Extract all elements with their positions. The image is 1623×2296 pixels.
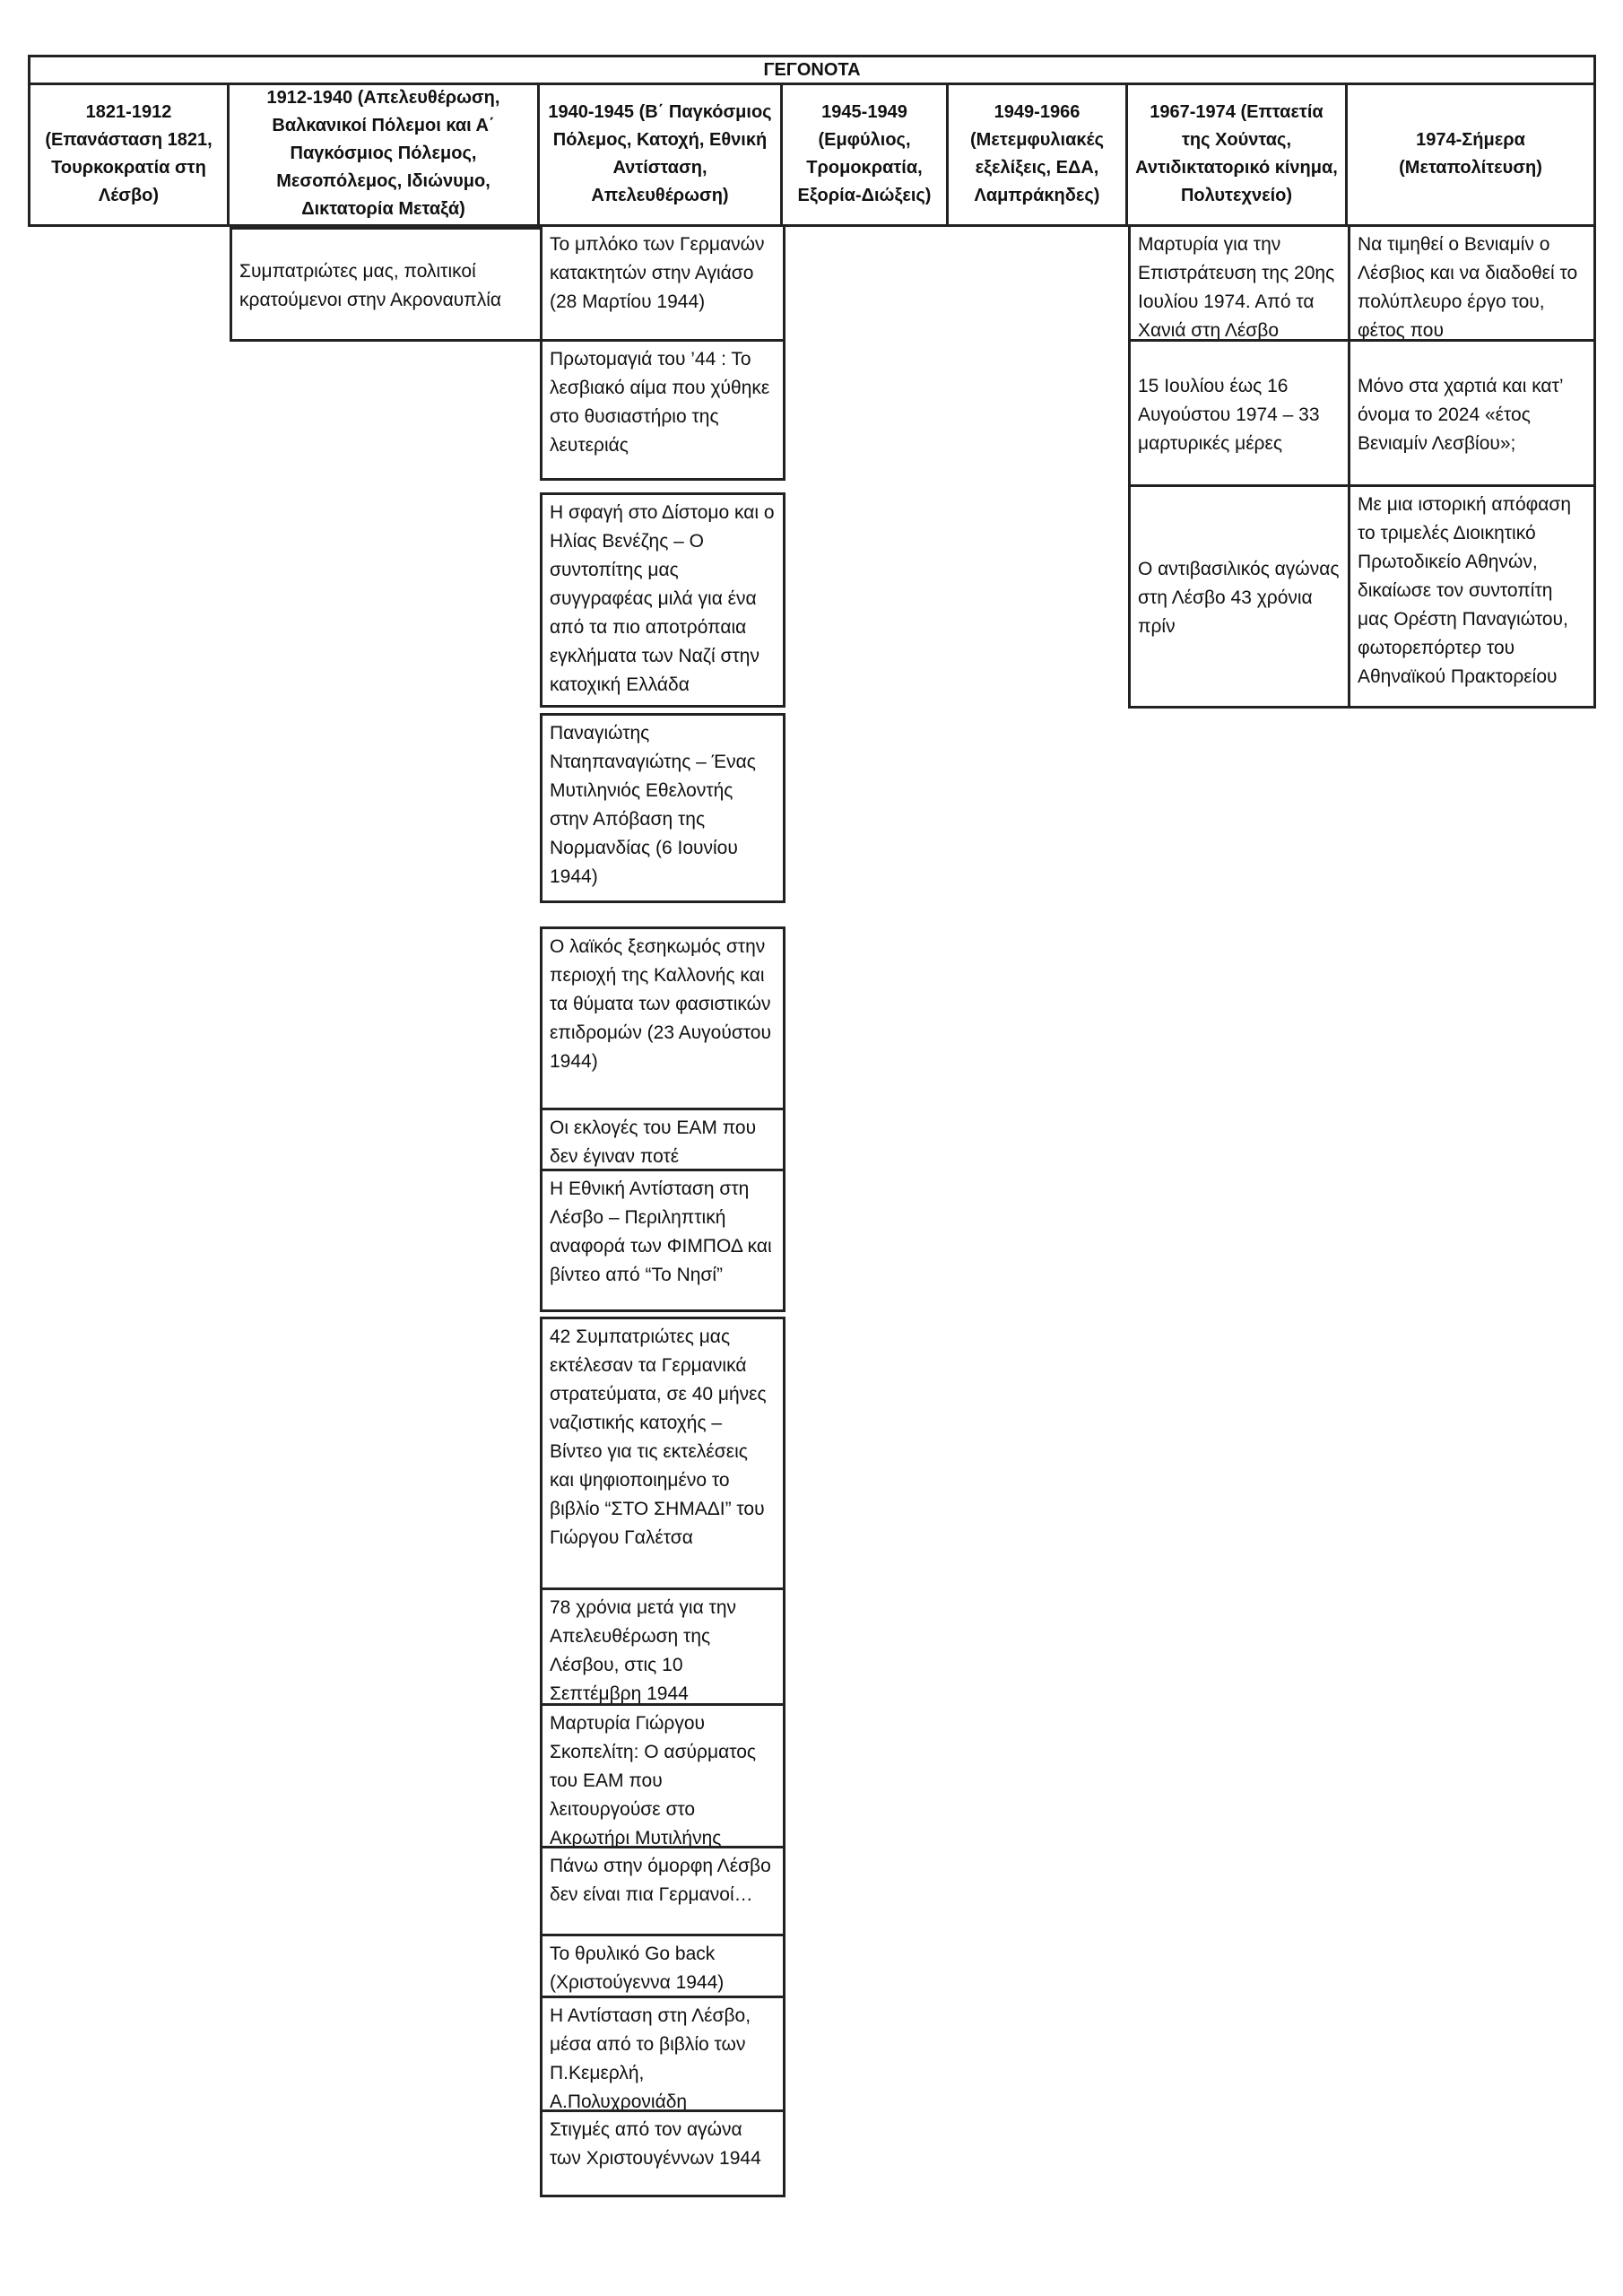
cell-text: Οι εκλογές του ΕΑΜ που δεν έγιναν ποτέ xyxy=(550,1118,757,1167)
cell-text: Συμπατριώτες μας, πολιτικοί κρατούμενοι στην Ακροναυπλία xyxy=(239,261,502,310)
cell-text: Στιγμές από τον αγώνα των Χριστουγέννων 1944 xyxy=(550,2119,761,2169)
table-cell-link[interactable] xyxy=(540,339,785,481)
table-cell-link[interactable] xyxy=(540,224,785,342)
table-cell-link[interactable] xyxy=(230,227,542,342)
cell-text: Με μια ιστορική απόφαση το τριμελές Διοικητικό Πρωτοδικείο Αθηνών, δικαίωσε τον συντοπίτη μας Ορέστη Παναγιώτου, φωτορεπόρτερ του Αθηναϊκού Πρακτορείου xyxy=(1358,494,1572,687)
table-cell-link[interactable] xyxy=(1128,484,1350,709)
table-cell-link[interactable] xyxy=(540,1108,785,1171)
column-header-1945-1949: 1945-1949 (Εμφύλιος, Τρομοκρατία, Εξορία-Διώξεις) xyxy=(783,83,949,227)
column-header-1912-1940: 1912-1940 (Απελευθέρωση, Βαλκανικοί Πόλεμοι και Α΄ Παγκόσμιος Πόλεμος, Μεσοπόλεμος, Ιδιώνυμο, Δικτατορία Μεταξά) xyxy=(230,83,540,227)
table-cell-link[interactable] xyxy=(1348,339,1596,487)
cell-text: Η Εθνική Αντίσταση στη Λέσβο – Περιληπτική αναφορά των ΦΙΜΠΟΔ και βίντεο από “Το Νησί” xyxy=(550,1178,772,1285)
cell-text: Η σφαγή στο Δίστομο και ο Ηλίας Βενέζης – Ο συντοπίτης μας συγγραφέας μιλά για ένα από τα πιο αποτρόπαια εγκλήματα των Ναζί στην κατοχική Ελλάδα xyxy=(550,502,775,695)
table-cell-link[interactable] xyxy=(540,1587,785,1706)
cell-text: Πάνω στην όμορφη Λέσβο δεν είναι πια Γερμανοί… xyxy=(550,1856,771,1905)
table-cell-link[interactable] xyxy=(1348,484,1596,709)
table-cell-link[interactable] xyxy=(1128,224,1350,342)
cell-text: Το θρυλικό Go back (Χριστούγεννα 1944) xyxy=(550,1944,725,1993)
table-cell-link[interactable] xyxy=(540,492,785,708)
cell-text: Η Αντίσταση στη Λέσβο, μέσα από το βιβλίο των Π.Κεμερλή, Α.Πολυχρονιάδη xyxy=(550,2005,751,2112)
table-cell-link[interactable] xyxy=(540,1846,785,1936)
table-cell-link[interactable] xyxy=(540,1934,785,1998)
cell-text: Πρωτομαγιά του ’44 : Το λεσβιακό αίμα που χύθηκε στο θυσιαστήριο της λευτεριάς xyxy=(550,349,770,456)
table-cell-link[interactable] xyxy=(540,2109,785,2197)
table-cell-link[interactable] xyxy=(1128,339,1350,487)
column-header-1949-1966: 1949-1966 (Μετεμφυλιακές εξελίξεις, ΕΔΑ, Λαμπράκηδες) xyxy=(949,83,1128,227)
cell-text: Ο αντιβασιλικός αγώνας στη Λέσβο 43 χρόνια πρίν xyxy=(1138,559,1340,637)
column-header-1821-1912: 1821-1912 (Επανάσταση 1821, Τουρκοκρατία στη Λέσβο) xyxy=(28,83,230,227)
table-cell-link[interactable] xyxy=(540,713,785,903)
column-header-1967-1974: 1967-1974 (Επταετία της Χούντας, Αντιδικτατορικό κίνημα, Πολυτεχνείο) xyxy=(1128,83,1348,227)
cell-text: 42 Συμπατριώτες μας εκτέλεσαν τα Γερμανικά στρατεύματα, σε 40 μήνες ναζιστικής κατοχής – Βίντεο για τις εκτελέσεις και ψηφιοποιημένο το βιβλίο “ΣΤΟ ΣΗΜΑΔΙ” του Γιώργου Γαλέτσα xyxy=(550,1326,767,1548)
cell-text: Να τιμηθεί ο Βενιαμίν ο Λέσβιος και να διαδοθεί το πολύπλευρο έργο του, φέτος που xyxy=(1358,234,1578,341)
cell-text: Ο λαϊκός ξεσηκωμός στην περιοχή της Καλλονής και τα θύματα των φασιστικών επιδρομών (23 Αυγούστου 1944) xyxy=(550,936,771,1072)
table-cell-link[interactable] xyxy=(540,1996,785,2112)
table-cell-link[interactable] xyxy=(1348,224,1596,342)
table-cell-link[interactable] xyxy=(540,1169,785,1312)
table-cell-link[interactable] xyxy=(540,1317,785,1590)
column-header-1940-1945: 1940-1945 (Β΄ Παγκόσμιος Πόλεμος, Κατοχή, Εθνική Αντίσταση, Απελευθέρωση) xyxy=(540,83,783,227)
column-header-1974-today: 1974-Σήμερα (Μεταπολίτευση) xyxy=(1348,83,1596,227)
cell-text: 78 χρόνια μετά για την Απελευθέρωση της Λέσβου, στις 10 Σεπτέμβρη 1944 xyxy=(550,1597,737,1704)
cell-text: Το μπλόκο των Γερμανών κατακτητών στην Αγιάσο (28 Μαρτίου 1944) xyxy=(550,234,765,312)
table-cell-link[interactable] xyxy=(540,926,785,1110)
cell-text: Μαρτυρία Γιώργου Σκοπελίτη: Ο ασύρματος του ΕΑΜ που λειτουργούσε στο Ακρωτήρι Μυτιλήνης xyxy=(550,1713,757,1848)
cell-text: Μόνο στα χαρτιά και κατ’ όνομα το 2024 «έτος Βενιαμίν Λεσβίου»; xyxy=(1358,375,1563,454)
table-cell-link[interactable] xyxy=(540,1703,785,1848)
cell-text: Παναγιώτης Νταηπαναγιώτης – Ένας Μυτιληνιός Εθελοντής στην Απόβαση της Νορμανδίας (6 Ιουνίου 1944) xyxy=(550,723,756,887)
cell-text: Μαρτυρία για την Επιστράτευση της 20ης Ιουλίου 1974. Από τα Χανιά στη Λέσβο xyxy=(1138,234,1335,341)
cell-text: 15 Ιουλίου έως 16 Αυγούστου 1974 – 33 μαρτυρικές μέρες xyxy=(1138,375,1320,454)
table-title: ΓΕΓΟΝΟΤΑ xyxy=(28,55,1596,85)
